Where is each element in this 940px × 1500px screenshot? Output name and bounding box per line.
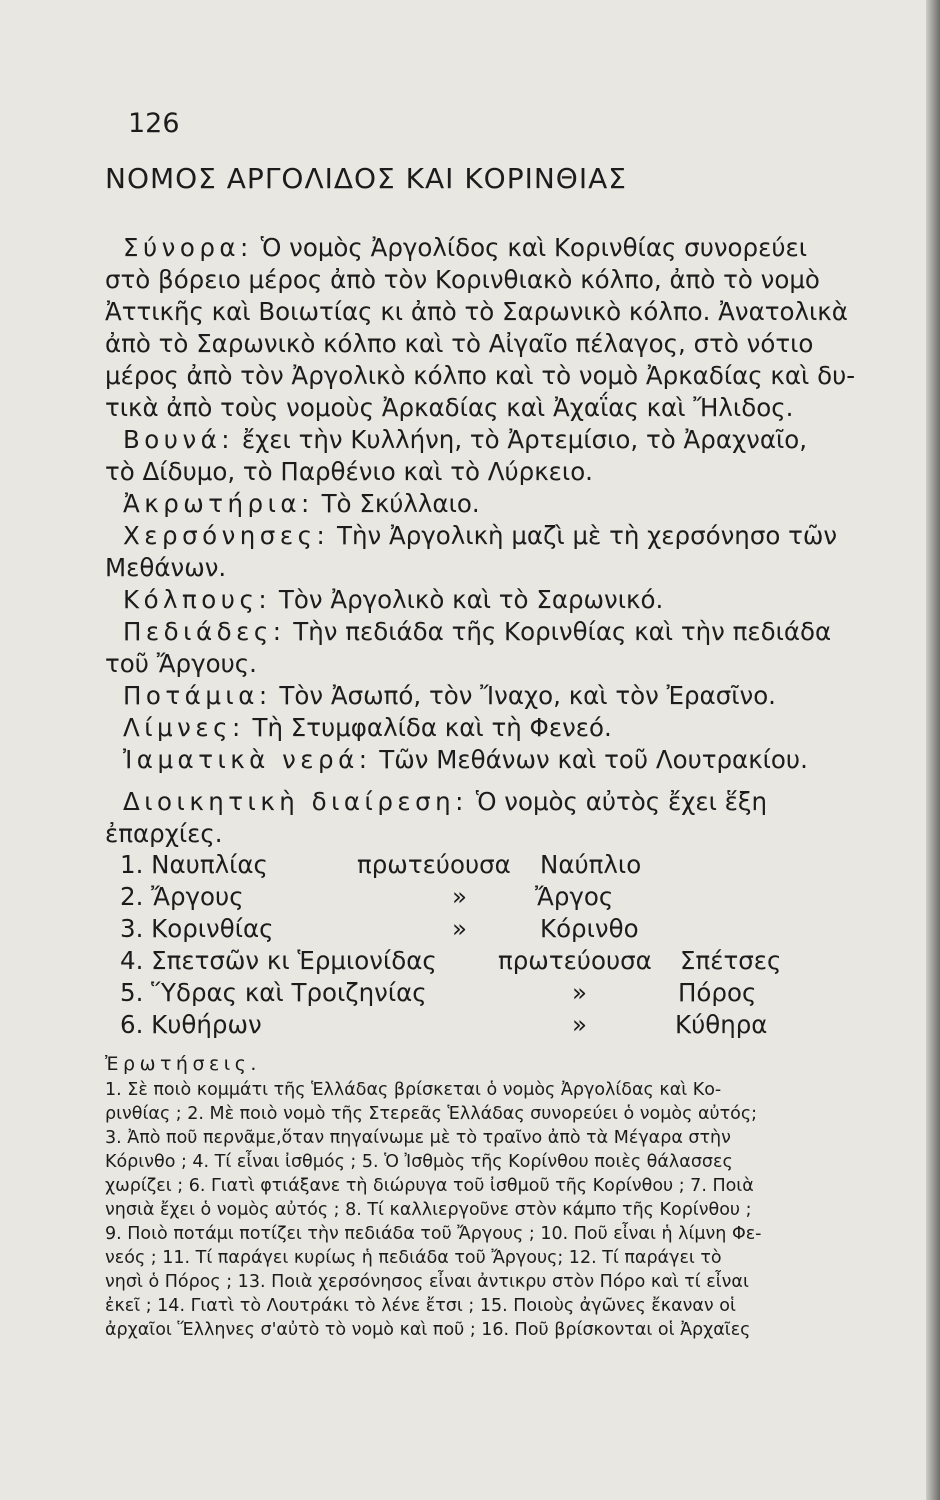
- capes-paragraph: [123, 488, 480, 520]
- province-mid: πρωτεύουσα: [357, 850, 511, 879]
- mountains-paragraph: [123, 424, 807, 456]
- borders-line: τικὰ ἀπὸ τοὺς νομοὺς Ἀρκαδίας καὶ Ἀχαΐας καὶ Ἤλιδος.: [105, 393, 794, 422]
- plains-line: τοῦ Ἄργους.: [105, 649, 257, 678]
- province-name: 2. Ἄργους: [120, 882, 244, 911]
- province-mid: »: [452, 882, 467, 911]
- province-mid: »: [572, 978, 587, 1007]
- page-number: 126: [128, 108, 180, 139]
- province-capital: Ἄργος: [535, 882, 614, 911]
- province-mid: πρωτεύουσα: [498, 946, 652, 975]
- province-capital: Κόρινθο: [540, 914, 639, 943]
- question-line: 9. Ποιὸ ποτάμι ποτίζει τὴν πεδιάδα τοῦ Ἄργους ; 10. Ποῦ εἶναι ἡ λίμνη Φε-: [105, 1224, 762, 1244]
- question-line: 1. Σὲ ποιὸ κομμάτι τῆς Ἑλλάδας βρίσκεται ὁ νομὸς Ἀργολίδας καὶ Κο-: [105, 1080, 722, 1100]
- plains-line: Τὴν πεδιάδα τῆς Κορινθίας καὶ τὴν πεδιάδα: [293, 617, 832, 646]
- province-mid: »: [452, 914, 467, 943]
- mountains-line: τὸ Δίδυμο, τὸ Παρθένιο καὶ τὸ Λύρκειο.: [105, 457, 593, 486]
- question-line: ρινθίας ; 2. Μὲ ποιὸ νομὸ τῆς Στερεᾶς Ἑλλάδας συνορεύει ὁ νομὸς αὐτός;: [105, 1104, 758, 1124]
- question-line: ἀρχαῖοι Ἕλληνες σ'αὐτὸ τὸ νομὸ καὶ ποῦ ; 16. Ποῦ βρίσκονται οἱ Ἀρχαῖες: [105, 1320, 751, 1340]
- lakes-label: Λίμνες:: [123, 713, 245, 742]
- mountains-label: Βουνά:: [123, 425, 235, 454]
- page-edge-shadow: [926, 0, 940, 1500]
- province-name: 5. Ὕδρας καὶ Τροιζηνίας: [120, 978, 427, 1007]
- province-name: 3. Κορινθίας: [120, 914, 274, 943]
- admin-text: Ὁ νομὸς αὐτὸς ἔχει ἕξη: [475, 787, 768, 816]
- peninsulas-paragraph: [123, 520, 837, 552]
- peninsulas-line: Τὴν Ἀργολικὴ μαζὶ μὲ τὴ χερσόνησο τῶν: [337, 521, 838, 550]
- springs-label: Ἰαματικὰ νερά:: [123, 745, 372, 774]
- gulfs-text: Τὸν Ἀργολικὸ καὶ τὸ Σαρωνικό.: [278, 585, 664, 614]
- province-name: 1. Ναυπλίας: [120, 850, 268, 879]
- admin-paragraph: [123, 786, 767, 818]
- gulfs-label: Κόλπους:: [123, 585, 272, 614]
- mountains-line: ἔχει τὴν Κυλλήνη, τὸ Ἀρτεμίσιο, τὸ Ἀραχναῖο,: [241, 425, 808, 454]
- plains-paragraph: [123, 616, 831, 648]
- province-capital: Πόρος: [678, 978, 757, 1007]
- borders-line: Ὁ νομὸς Ἀργολίδος καὶ Κορινθίας συνορεύει: [260, 233, 808, 262]
- province-capital: Ναύπλιο: [540, 850, 642, 879]
- rivers-text: Τὸν Ἀσωπό, τὸν Ἴναχο, καὶ τὸν Ἐρασῖνο.: [279, 681, 776, 710]
- capes-label: Ἀκρωτήρια:: [123, 489, 314, 518]
- plains-label: Πεδιάδες:: [123, 617, 286, 646]
- borders-label: Σύνορα:: [123, 233, 253, 262]
- province-name: 6. Κυθήρων: [120, 1010, 262, 1039]
- question-line: Κόρινθο ; 4. Τί εἶναι ἰσθμός ; 5. Ὁ Ἰσθμὸς τῆς Κορίνθου ποιὲς θάλασσες: [105, 1152, 733, 1172]
- question-line: νησιὰ ἔχει ὁ νομὸς αὐτός ; 8. Τί καλλιεργοῦνε στὸν κάμπο τῆς Κορίνθου ;: [105, 1200, 752, 1220]
- question-line: νησὶ ὁ Πόρος ; 13. Ποιὰ χερσόνησος εἶναι ἀντικρυ στὸν Πόρο καὶ τί εἶναι: [105, 1272, 749, 1292]
- borders-line: στὸ βόρειο μέρος ἀπὸ τὸν Κορινθιακὸ κόλπο, ἀπὸ τὸ νομὸ: [105, 265, 820, 294]
- questions-heading: Ἐρωτήσεις.: [105, 1053, 261, 1075]
- rivers-label: Ποτάμια:: [123, 681, 272, 710]
- borders-line: Ἀττικῆς καὶ Βοιωτίας κι ἀπὸ τὸ Σαρωνικὸ κόλπο. Ἀνατολικὰ: [105, 297, 848, 326]
- borders-paragraph: [123, 232, 807, 264]
- borders-line: μέρος ἀπὸ τὸν Ἀργολικὸ κόλπο καὶ τὸ νομὸ Ἀρκαδίας καὶ δυ-: [105, 361, 856, 390]
- province-capital: Κύθηρα: [675, 1010, 768, 1039]
- province-name: 4. Σπετσῶν κι Ἑρμιονίδας: [120, 946, 437, 975]
- lakes-text: Τὴ Στυμφαλίδα καὶ τὴ Φενεό.: [252, 713, 612, 742]
- borders-line: ἀπὸ τὸ Σαρωνικὸ κόλπο καὶ τὸ Αἰγαῖο πέλαγος, στὸ νότιο: [105, 329, 814, 358]
- province-mid: »: [572, 1010, 587, 1039]
- question-line: χωρίζει ; 6. Γιατὶ φτιάξανε τὴ διώρυγα τοῦ ἰσθμοῦ τῆς Κορίνθου ; 7. Ποιὰ: [105, 1176, 754, 1196]
- question-line: ἐκεῖ ; 14. Γιατὶ τὸ Λουτράκι τὸ λένε ἔτσι ; 15. Ποιοὺς ἀγῶνες ἔκαναν οἱ: [105, 1296, 736, 1316]
- question-line: νεός ; 11. Τί παράγει κυρίως ἡ πεδιάδα τοῦ Ἄργους; 12. Τί παράγει τὸ: [105, 1248, 722, 1268]
- springs-paragraph: [123, 744, 808, 776]
- lakes-paragraph: [123, 712, 612, 744]
- page-title: ΝΟΜΟΣ ΑΡΓΟΛΙΔΟΣ ΚΑΙ ΚΟΡΙΝΘΙΑΣ: [105, 162, 627, 195]
- springs-text: Τῶν Μεθάνων καὶ τοῦ Λουτρακίου.: [379, 745, 808, 774]
- question-line: 3. Ἀπὸ ποῦ περνᾶμε,ὅταν πηγαίνωμε μὲ τὸ τραῖνο ἀπὸ τὰ Μέγαρα στὴν: [105, 1128, 731, 1148]
- capes-text: Τὸ Σκύλλαιο.: [321, 489, 480, 518]
- peninsulas-label: Χερσόνησες:: [123, 521, 330, 550]
- gulfs-paragraph: [123, 584, 663, 616]
- rivers-paragraph: [123, 680, 776, 712]
- admin-text-continued: ἐπαρχίες.: [105, 819, 223, 848]
- peninsulas-line: Μεθάνων.: [105, 553, 227, 582]
- province-capital: Σπέτσες: [680, 946, 782, 975]
- admin-label: Διοικητικὴ διαίρεση:: [123, 787, 468, 816]
